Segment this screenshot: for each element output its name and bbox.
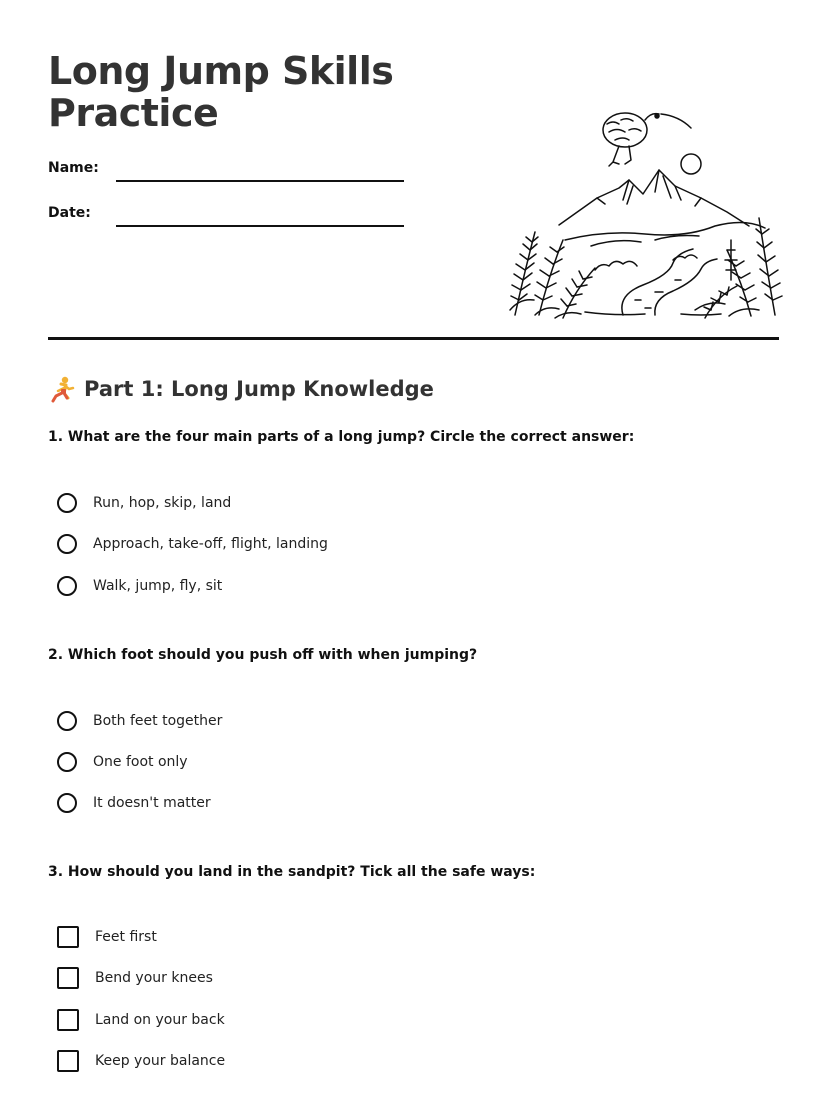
running-person-icon [48, 375, 76, 403]
option-label: It doesn't matter [93, 795, 211, 811]
date-label: Date: [48, 205, 91, 221]
name-field[interactable] [116, 180, 404, 182]
question-3-option-4[interactable] [57, 1048, 225, 1074]
checkbox[interactable] [57, 926, 79, 948]
question-1-option-3[interactable] [57, 573, 222, 599]
question-2: 2. Which foot should you push off with when jumping? [48, 647, 478, 663]
option-label: One foot only [93, 754, 188, 770]
question-3-option-1[interactable] [57, 924, 157, 950]
option-label: Keep your balance [95, 1053, 226, 1069]
radio-button[interactable] [57, 493, 77, 513]
name-label: Name: [48, 160, 99, 176]
radio-button[interactable] [57, 711, 77, 731]
option-label: Walk, jump, fly, sit [93, 578, 223, 594]
kiwi-mountain-fern-illustration [505, 100, 785, 322]
part-1-heading [48, 373, 434, 405]
page-title [48, 50, 428, 134]
checkbox[interactable] [57, 967, 79, 989]
question-3-option-3[interactable] [57, 1007, 225, 1033]
checkbox[interactable] [57, 1050, 79, 1072]
section-divider [48, 337, 779, 340]
option-label: Bend your knees [95, 970, 213, 986]
option-label: Approach, take-off, flight, landing [93, 536, 328, 552]
title-line-1: Long Jump Skills [48, 49, 394, 93]
checkbox[interactable] [57, 1009, 79, 1031]
option-label: Feet first [95, 929, 157, 945]
question-2-option-2[interactable] [57, 749, 188, 775]
radio-button[interactable] [57, 534, 77, 554]
part-1-heading-text: Part 1: Long Jump Knowledge [84, 377, 434, 401]
title-line-2: Practice [48, 91, 219, 135]
question-2-option-3[interactable] [57, 790, 211, 816]
question-3: 3. How should you land in the sandpit? Tick all the safe ways: [48, 864, 536, 880]
option-label: Both feet together [93, 713, 223, 729]
question-1-option-1[interactable] [57, 490, 231, 516]
question-1-option-2[interactable] [57, 531, 328, 557]
question-1: 1. What are the four main parts of a long jump? Circle the correct answer: [48, 429, 635, 445]
option-label: Run, hop, skip, land [93, 495, 232, 511]
radio-button[interactable] [57, 793, 77, 813]
question-2-option-1[interactable] [57, 708, 222, 734]
date-field[interactable] [116, 225, 404, 227]
radio-button[interactable] [57, 576, 77, 596]
question-3-option-2[interactable] [57, 965, 213, 991]
option-label: Land on your back [95, 1012, 225, 1028]
radio-button[interactable] [57, 752, 77, 772]
